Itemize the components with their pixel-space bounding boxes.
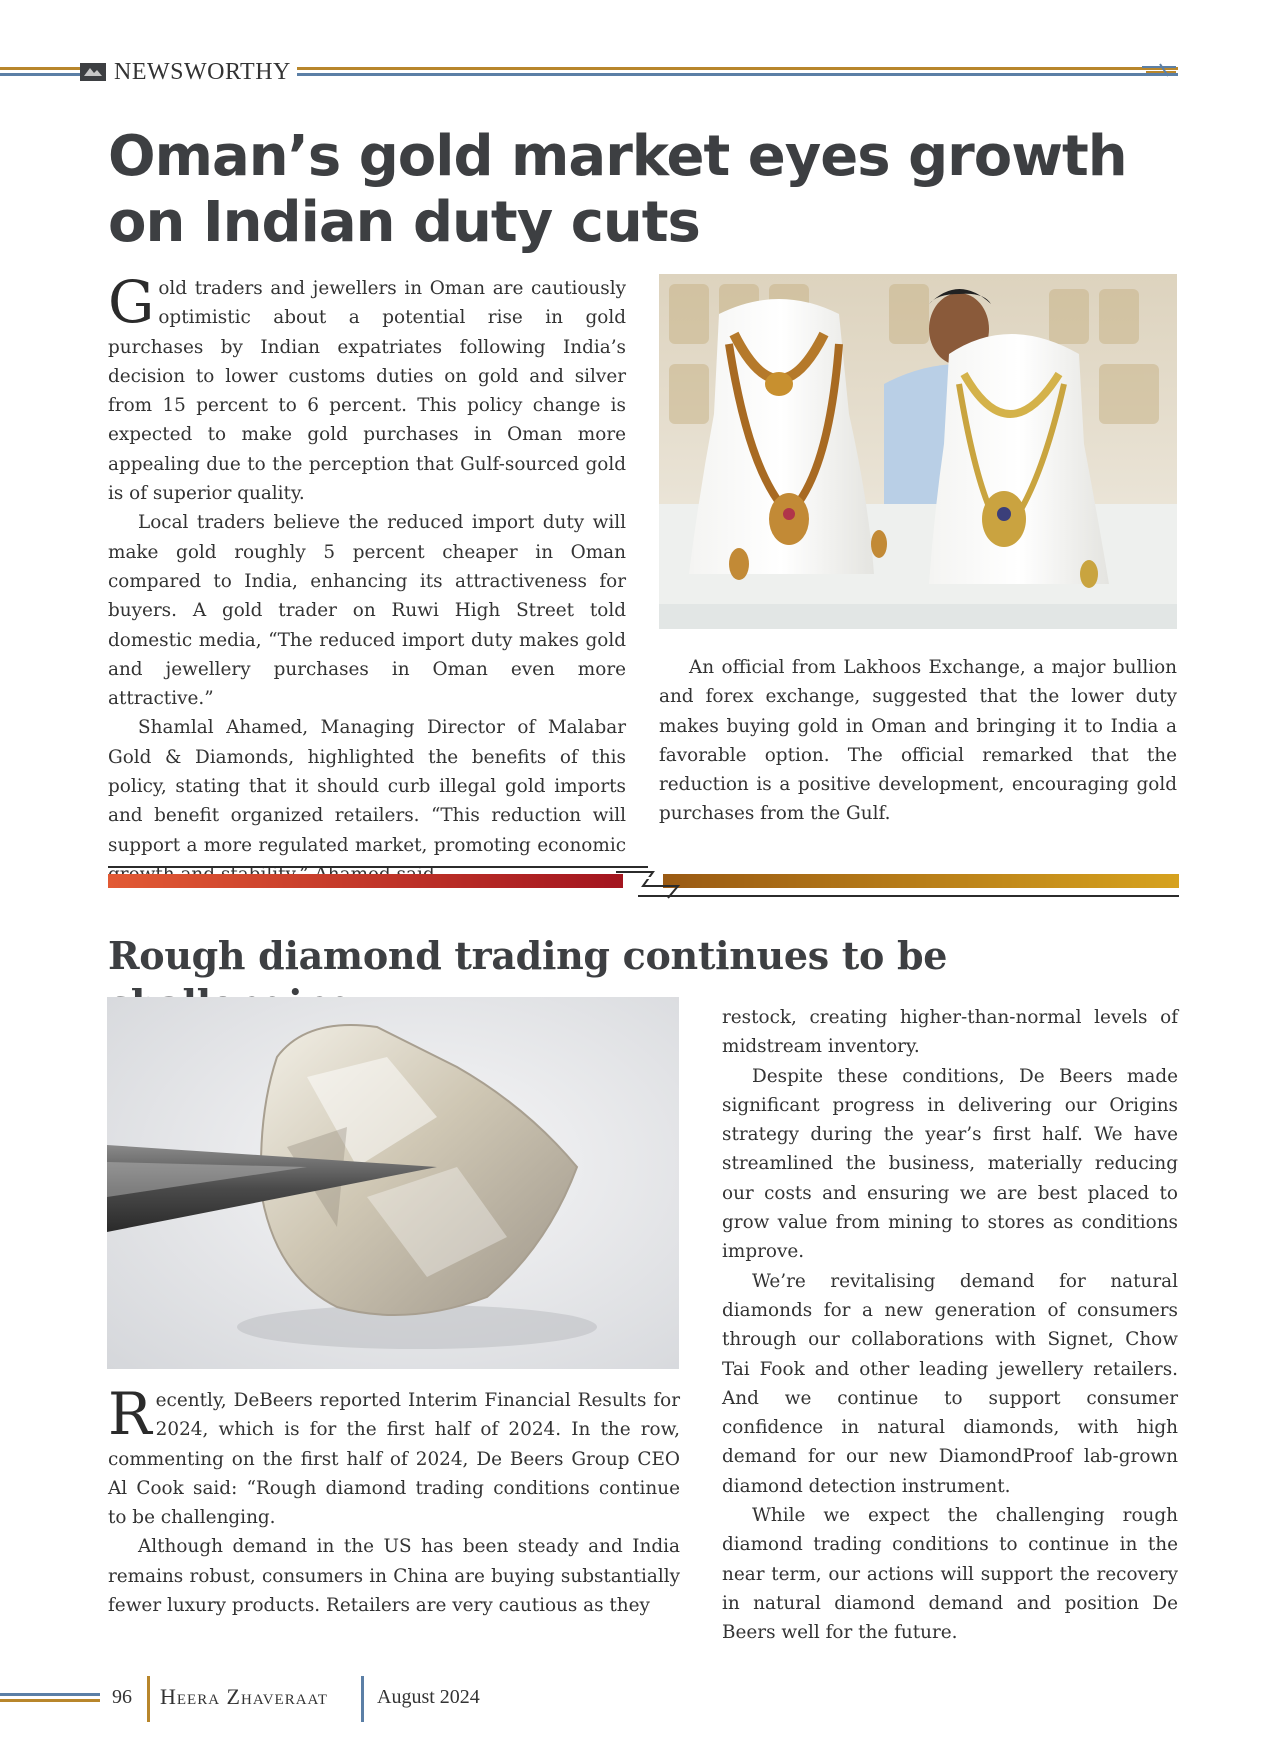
article1-paragraph-1-text: old traders and jewellers in Oman are cautiously optimistic about a potential rise in gold purchases by Indian expatriates following India’s decision to lower customs duties on gold and silver from 15 percent to 6 percent. This policy change is expected to make gold purchases in Oman more appealing due to the perception that Gulf-sourced gold is of superior quality. [108,278,626,505]
article2-paragraph-3: Despite these conditions, De Beers made significant progress in delivering our Origins strategy during the year’s first half. We have streamlined the business, materially reducing our costs and ensuring we are best placed to grow value from mining to stores as conditions improve. [722,1065,1178,1263]
article1-paragraph-2: Local traders believe the reduced import duty will make gold roughly 5 percent cheaper in Oman compared to India, enhancing its attractiveness for buyers. A gold trader on Ruwi High Street told domestic media, “The reduced import duty makes gold and jewellery purchases in Oman even more attractive.” [108,512,626,710]
article1-left-column [108,268,626,889]
section-label [80,58,297,86]
header-end-ornament [1140,62,1178,80]
article1-dropcap: G [108,268,155,336]
article2-dropcap: R [108,1380,152,1448]
magazine-logo-icon [80,63,106,81]
section-divider [108,864,1179,900]
article2-right-column [722,1003,1178,1648]
jewellery-photo-graphic [659,274,1177,629]
footer-separator-gold [147,1676,150,1722]
magazine-name: Heera Zhaveraat [160,1684,328,1709]
article1-paragraph-1 [108,268,626,508]
jewellery-photo [659,274,1177,629]
issue-date: August 2024 [377,1686,480,1708]
article2-paragraph-1 [108,1380,680,1532]
rough-diamond-photo [107,997,679,1369]
article2-paragraph-5: While we expect the challenging rough diamond trading conditions to continue in the near term, our actions will support the recovery in natural diamond demand and position De Beers well for the future. [722,1505,1178,1644]
article2-paragraph-2-continued: restock, creating higher-than-normal levels of midstream inventory. [722,1007,1178,1058]
article1-paragraph-3: Shamlal Ahamed, Managing Director of Malabar Gold & Diamonds, highlighted the benefits of this policy, stating that it should curb illegal gold imports and benefit organized retailers. “This reduction will support a more regulated market, promoting economic [108,717,626,856]
footer-rule-gold [0,1699,100,1702]
article2-left-column [108,1380,680,1620]
page-number: 96 [112,1686,132,1708]
footer-rule-blue [0,1693,100,1696]
article1-right-column [659,653,1177,829]
article2-paragraph-4: We’re revitalising demand for natural diamonds for a new generation of consumers through our collaborations with Signet, Chow Tai Fook and other leading jewellery retailers. And we continue to support consumer confidence in natural diamonds, with high demand for our new DiamondProof lab-grown diamond detection instrument. [722,1270,1178,1497]
footer-separator-blue [361,1676,364,1722]
article2-paragraph-1-text: ecently, DeBeers reported Interim Financial Results for 2024, which is for the first half of 2024. In the row, commenting on the first half of 2024, De Beers Group CEO Al Cook said: “Rough diamond trading conditions continue to be challenging. [108,1390,680,1529]
rough-diamond-photo-graphic [107,997,679,1369]
section-label-text: NEWSWORTHY [114,58,291,85]
article2-paragraph-2: Although demand in the US has been steady and India remains robust, consumers in China are buying substantially fewer luxury products. Retailers are very cautious as they [108,1536,680,1617]
article1-paragraph-4: An official from Lakhoos Exchange, a major bullion and forex exchange, suggested that the lower duty makes buying gold in Oman and bringing it to India a favorable option. The official remarked that the reduction is a positive development, encouraging gold purchases from the Gulf. [659,657,1177,825]
article1-title: Oman’s gold market eyes growth on Indian duty cuts [108,124,1127,255]
article2-title: Rough diamond trading continues to be [108,933,948,978]
